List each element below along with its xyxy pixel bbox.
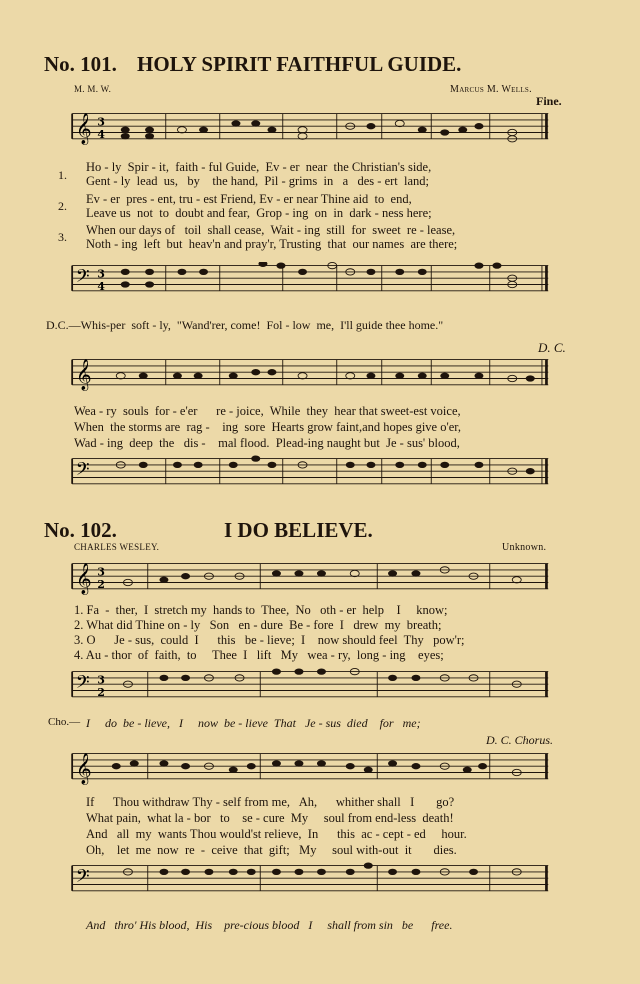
- dc-chorus-mark: D. C. Chorus.: [486, 733, 554, 747]
- part2-line-1: Wea - ry souls for - e'er re - joice, While they hear that sweet-est voice,: [74, 404, 461, 418]
- stanza-2-line-1: Ev - er pres - ent, tru - est Friend, Ev - er near Thine aid to end,: [86, 192, 412, 206]
- hymn-title: HOLY SPIRIT FAITHFUL GUIDE.: [137, 52, 462, 76]
- fine-mark: Fine.: [536, 94, 562, 108]
- bass-staff: [40, 668, 575, 704]
- bass-staff: [40, 262, 575, 298]
- music-credit: Unknown.: [502, 542, 547, 553]
- bass-staff: [40, 862, 575, 898]
- stanza-number: 3.: [58, 230, 67, 244]
- words-credit: CHARLES WESLEY.: [74, 542, 160, 552]
- music-credit: Marcus M. Wells.: [450, 84, 532, 95]
- svg-text:𝄢: 𝄢: [75, 866, 90, 892]
- stanza-number: 2.: [58, 199, 67, 213]
- svg-text:4: 4: [97, 127, 105, 141]
- svg-text:𝄞: 𝄞: [75, 113, 92, 144]
- part2-line-2: When the storms are rag - ing sore Hearts grow faint,and hopes give o'er,: [74, 420, 462, 434]
- hymn-title: I DO BELIEVE.: [224, 518, 373, 542]
- hymn-number: No. 101.: [44, 52, 117, 76]
- svg-text:4: 4: [97, 279, 105, 293]
- stanza-2: 2. What did Thine on - ly Son en - dure Be - fore I drew my breath;: [74, 618, 442, 632]
- stanza-3-line-1: When our days of toil shall cease, Wait - ing still for sweet re - lease,: [86, 223, 456, 237]
- svg-text:3: 3: [97, 115, 105, 129]
- words-credit: M. M. W.: [74, 84, 112, 94]
- svg-text:𝄞: 𝄞: [75, 753, 92, 784]
- svg-text:2: 2: [97, 685, 105, 699]
- svg-text:𝄞: 𝄞: [75, 563, 92, 594]
- svg-text:𝄞: 𝄞: [75, 359, 92, 390]
- treble-staff: [40, 560, 575, 596]
- part2-line-1: If Thou withdraw Thy - self from me, Ah, whither shall I go?: [86, 795, 455, 809]
- svg-text:3: 3: [97, 565, 105, 579]
- stanza-4: 4. Au - thor of faith, to Thee I lift My wea - ry, long - ing eyes;: [74, 648, 444, 662]
- svg-text:𝄢: 𝄢: [75, 459, 90, 485]
- treble-staff: [40, 110, 575, 146]
- part2-line-3: Wad - ing deep the dis - mal flood. Plead-ing naught but Je - sus' blood,: [74, 436, 460, 450]
- stanza-1: 1. Fa - ther, I stretch my hands to Thee, No oth - er help I know;: [74, 603, 448, 617]
- treble-staff: [40, 750, 575, 786]
- svg-text:3: 3: [97, 673, 105, 687]
- svg-text:𝄢: 𝄢: [75, 266, 90, 292]
- ending-line: And thro' His blood, His pre-cious blood I shall from sin be free.: [86, 918, 453, 932]
- stanza-1-line-1: Ho - ly Spir - it, faith - ful Guide, Ev - er near the Christian's side,: [86, 160, 432, 174]
- hymn-number: No. 102.: [44, 518, 117, 542]
- chorus-line: I do be - lieve, I now be - lieve That Je - sus died for me;: [86, 716, 421, 730]
- bass-staff: [40, 455, 575, 491]
- svg-text:3: 3: [97, 267, 105, 281]
- svg-text:2: 2: [97, 577, 105, 591]
- part2-line-2: What pain, what la - bor to se - cure My soul from end-less death!: [86, 811, 454, 825]
- dc-mark: D. C.: [538, 340, 566, 355]
- dc-line: D.C.—Whis-per soft - ly, "Wand'rer, come! Fol - low me, I'll guide thee home.": [46, 318, 444, 332]
- stanza-3: 3. O Je - sus, could I this be - lieve; I now should feel Thy pow'r;: [74, 633, 465, 647]
- hymn-102-header: [44, 518, 604, 543]
- treble-staff: [40, 356, 575, 392]
- part2-line-4: Oh, let me now re - ceive that gift; My soul with-out it dies.: [86, 843, 457, 857]
- stanza-3-line-2: Noth - ing left but heav'n and pray'r, Trusting that our names are there;: [86, 237, 458, 251]
- stanza-1-line-2: Gent - ly lead us, by the hand, Pil - grims in a des - ert land;: [86, 174, 429, 188]
- chorus-label: Cho.—: [48, 716, 81, 728]
- svg-text:𝄢: 𝄢: [75, 672, 90, 698]
- stanza-number: 1.: [58, 168, 67, 182]
- stanza-2-line-2: Leave us not to doubt and fear, Grop - ing on in dark - ness here;: [86, 206, 432, 220]
- hymn-101-header: [44, 52, 604, 77]
- part2-line-3: And all my wants Thou would'st relieve, In this ac - cept - ed hour.: [86, 827, 467, 841]
